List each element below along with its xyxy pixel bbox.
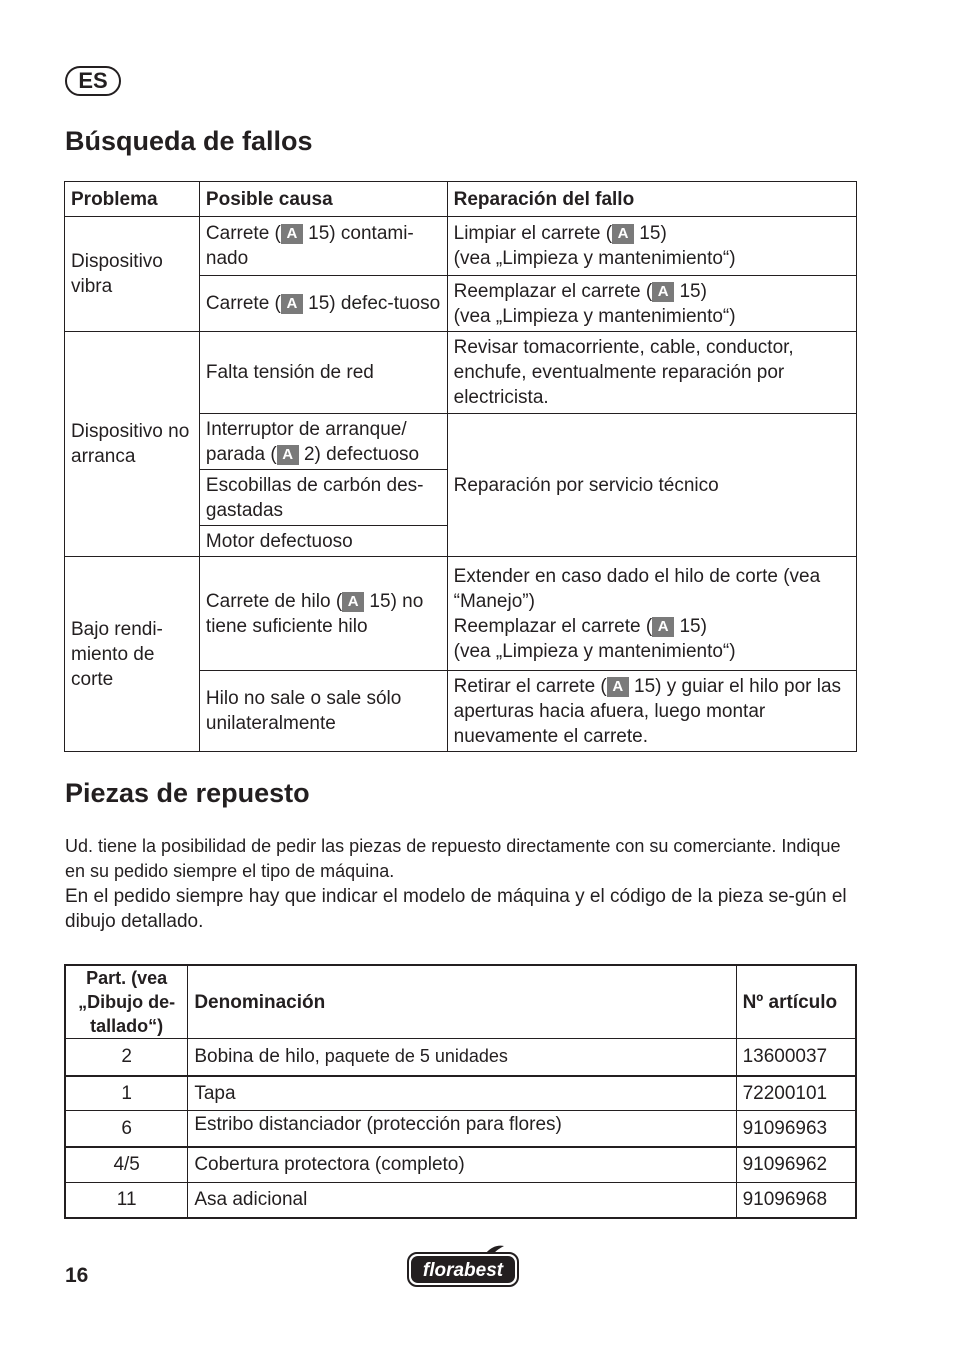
svg-text:florabest: florabest (422, 1260, 504, 1281)
florabest-logo (406, 1243, 520, 1289)
language-code: ES (78, 68, 108, 93)
table-header-row (65, 965, 856, 1039)
table-row (65, 332, 857, 414)
table-row (65, 1111, 856, 1147)
intro-paragraph-1: Ud. tiene la posibilidad de pedir las piezas de repuesto directamente con su comerciante. Indique en su pedido siempre el tipo de máquina. (65, 836, 841, 881)
header-fix: Reparación del fallo (447, 182, 856, 217)
ref-badge-a: A (281, 294, 303, 314)
problem-cell: Dispositivo vibra (65, 217, 200, 332)
header-article: Nº artículo (736, 965, 856, 1039)
name-cell: Cobertura protectora (completo) (188, 1147, 736, 1183)
table-row (65, 557, 857, 671)
problem-cell: Dispositivo no arranca (65, 332, 200, 557)
fix-cell: Extender en caso dado el hilo de corte (vea “Manejo”) Reemplazar el carrete ( A 15) (vea „Limpieza y mantenimiento“) (447, 557, 856, 671)
table-header-row (65, 182, 857, 217)
spare-parts-intro (65, 834, 865, 934)
name-cell: Estribo distanciador (protección para flores) (188, 1111, 736, 1147)
page-number: 16 (65, 1264, 89, 1287)
cause-cell: Carrete de hilo ( A 15) no tiene suficiente hilo (199, 557, 447, 671)
language-badge (65, 66, 121, 96)
part-cell: 6 (65, 1111, 188, 1147)
cause-cell: Hilo no sale o sale sólo unilateralmente (199, 671, 447, 752)
cause-cell: Carrete ( A 15) defec-tuoso (199, 276, 447, 332)
cause-cell: Escobillas de carbón des-gastadas (199, 470, 447, 526)
section-title-spare-parts: Piezas de repuesto (65, 778, 310, 808)
table-row (65, 1147, 856, 1183)
table-row (65, 1076, 856, 1111)
ref-badge-a: A (652, 617, 674, 637)
fix-cell: Reemplazar el carrete ( A 15) (vea „Limpieza y mantenimiento“) (447, 276, 856, 332)
article-cell: 91096963 (736, 1111, 856, 1147)
header-name: Denominación (188, 965, 736, 1039)
header-part: Part. (vea „Dibujo de-tallado“) (65, 965, 188, 1039)
table-row (65, 217, 857, 276)
ref-badge-a: A (342, 592, 364, 612)
article-cell: 72200101 (736, 1076, 856, 1111)
cause-cell: Interruptor de arranque/ parada ( A 2) defectuoso (199, 414, 447, 470)
name-cell: Tapa (188, 1076, 736, 1111)
problem-cell: Bajo rendi-miento de corte (65, 557, 200, 752)
ref-badge-a: A (607, 677, 629, 697)
cause-cell: Carrete ( A 15) contami-nado (199, 217, 447, 276)
fix-cell: Revisar tomacorriente, cable, conductor, enchufe, eventualmente reparación por electricista. (447, 332, 856, 414)
fix-cell: Limpiar el carrete ( A 15) (vea „Limpieza y mantenimiento“) (447, 217, 856, 276)
article-cell: 13600037 (736, 1039, 856, 1076)
article-cell: 91096962 (736, 1147, 856, 1183)
name-cell: Asa adicional (188, 1183, 736, 1218)
cause-cell: Motor defectuoso (199, 526, 447, 557)
article-cell: 91096968 (736, 1183, 856, 1218)
fix-cell: Retirar el carrete ( A 15) y guiar el hilo por las aperturas hacia afuera, luego montar nuevamente el carrete. (447, 671, 856, 752)
ref-badge-a: A (277, 445, 299, 465)
header-cause: Posible causa (199, 182, 447, 217)
part-cell: 4/5 (65, 1147, 188, 1183)
intro-paragraph-2: En el pedido siempre hay que indicar el modelo de máquina y el código de la pieza se-gún el dibujo detallado. (65, 886, 847, 932)
part-cell: 1 (65, 1076, 188, 1111)
troubleshooting-table (64, 181, 857, 752)
ref-badge-a: A (281, 224, 303, 244)
table-row (65, 1183, 856, 1218)
section-title-troubleshooting: Búsqueda de fallos (65, 126, 313, 156)
part-cell: 2 (65, 1039, 188, 1076)
table-row (65, 1039, 856, 1076)
ref-badge-a: A (652, 282, 674, 302)
part-cell: 11 (65, 1183, 188, 1218)
spare-parts-table (64, 964, 857, 1219)
ref-badge-a: A (612, 224, 634, 244)
header-problem: Problema (65, 182, 200, 217)
cause-cell: Falta tensión de red (199, 332, 447, 414)
name-cell: Bobina de hilo, paquete de 5 unidades (188, 1039, 736, 1076)
fix-cell: Reparación por servicio técnico (447, 414, 856, 557)
